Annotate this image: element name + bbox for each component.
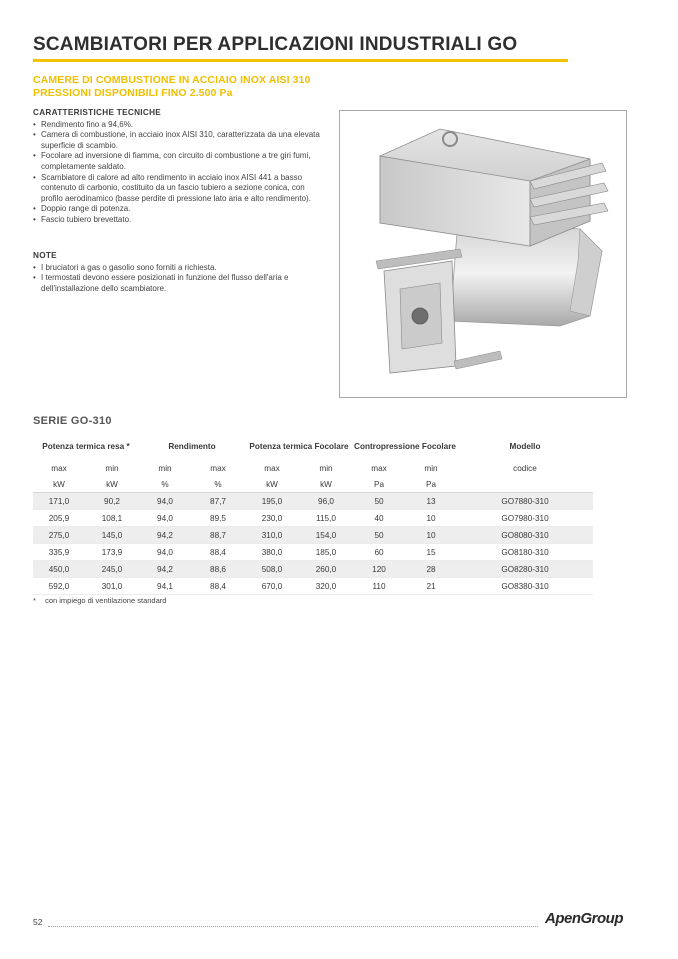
subtitle-line-1: CAMERE DI COMBUSTIONE IN ACCIAIO INOX AISI 310 — [33, 74, 311, 86]
page-title: SCAMBIATORI PER APPLICAZIONI INDUSTRIALI GO — [33, 34, 518, 55]
table-cell: 171,0 — [33, 493, 85, 510]
table-cell: 185,0 — [299, 544, 353, 561]
table-cell: 508,0 — [245, 561, 299, 578]
table-cell: 94,2 — [139, 561, 191, 578]
title-underline — [33, 59, 568, 62]
table-cell: 301,0 — [85, 578, 139, 595]
table-row — [33, 493, 593, 510]
table-cell: 450,0 — [33, 561, 85, 578]
table-cell: 88,6 — [191, 561, 245, 578]
table-cell: 310,0 — [245, 527, 299, 544]
feature-item: • Fascio tubiero brevettato. — [33, 215, 328, 226]
table-cell: 592,0 — [33, 578, 85, 595]
table-cell: 21 — [405, 578, 457, 595]
subtitle-line-2: PRESSIONI DISPONIBILI FINO 2.500 Pa — [33, 87, 233, 99]
sub-header-cell: max — [210, 463, 226, 473]
brand-logo-text: ApenGroup — [545, 910, 623, 927]
table-cell: 90,2 — [85, 493, 139, 510]
feature-item: • Doppio range di potenza. — [33, 204, 328, 215]
table-cell: 94,2 — [139, 527, 191, 544]
unit-cell: Pa — [353, 476, 405, 493]
unit-cell: Pa — [405, 476, 457, 493]
table-cell: 108,1 — [85, 510, 139, 527]
unit-cell: kW — [245, 476, 299, 493]
heat-exchanger-photo — [340, 111, 626, 397]
table-cell: 94,0 — [139, 493, 191, 510]
col-group-potenza-resa: Potenza termica resa * — [42, 442, 130, 451]
sub-header-cell: min — [319, 463, 333, 473]
notes-section — [33, 251, 328, 294]
subtitle — [33, 74, 310, 100]
sub-header-cell: max — [371, 463, 387, 473]
table-cell: 50 — [353, 493, 405, 510]
note-item: • I termostati devono essere posizionati in funzione del flusso dell'aria e dell'installazione dello scambiatore. — [33, 273, 328, 294]
table-cell: 87,7 — [191, 493, 245, 510]
col-group-modello: Modello — [509, 442, 541, 451]
product-photo — [339, 110, 627, 398]
footer-rule — [48, 926, 538, 927]
table-cell: 50 — [353, 527, 405, 544]
table-cell: 380,0 — [245, 544, 299, 561]
table-cell: 205,9 — [33, 510, 85, 527]
col-group-rendimento: Rendimento — [168, 442, 216, 451]
table-cell: GO8180-310 — [457, 544, 593, 561]
sub-header-cell: codice — [513, 463, 537, 473]
table-row — [33, 561, 593, 578]
table-cell: 15 — [405, 544, 457, 561]
notes-heading: NOTE — [33, 251, 57, 260]
footnote-mark: * — [33, 596, 36, 605]
table-cell: 154,0 — [299, 527, 353, 544]
sub-header-cell: max — [264, 463, 280, 473]
sub-header-cell: min — [424, 463, 438, 473]
footnote-text: con impiego di ventilazione standard — [45, 596, 167, 605]
col-group-potenza-focolare: Potenza termica Focolare — [249, 442, 349, 451]
table-cell: 96,0 — [299, 493, 353, 510]
brand-logo — [545, 910, 623, 934]
table-cell: 195,0 — [245, 493, 299, 510]
features-heading: CARATTERISTICHE TECNICHE — [33, 108, 162, 117]
table-group-header — [33, 434, 593, 460]
feature-item: • Scambiatore di calore ad alto rendimento in acciaio inox AISI 441 a basso contenuto di carbonio, costituito da un fascio tubiero a sezione conica, con profilo aerodinamico (basse perdite di pressione lato aria e alto rendimento). — [33, 173, 328, 205]
specs-table — [33, 434, 593, 595]
unit-cell: kW — [85, 476, 139, 493]
table-cell: GO8080-310 — [457, 527, 593, 544]
unit-cell — [457, 476, 593, 493]
unit-cell: kW — [33, 476, 85, 493]
feature-item: • Camera di combustione, in acciaio inox AISI 310, caratterizzata da una elevata superficie di scambio. — [33, 130, 328, 151]
series-title: SERIE GO-310 — [33, 415, 112, 427]
unit-cell: kW — [299, 476, 353, 493]
features-section — [33, 108, 328, 226]
table-row — [33, 578, 593, 595]
unit-cell: % — [139, 476, 191, 493]
table-cell: GO7980-310 — [457, 510, 593, 527]
table-cell: 13 — [405, 493, 457, 510]
table-cell: 145,0 — [85, 527, 139, 544]
table-cell: 88,4 — [191, 544, 245, 561]
feature-item: • Focolare ad inversione di fiamma, con circuito di combustione a tre giri fumi, completamente saldato. — [33, 151, 328, 172]
col-group-contropressione: Contropressione Focolare — [354, 442, 456, 451]
table-cell: 110 — [353, 578, 405, 595]
table-cell: 88,7 — [191, 527, 245, 544]
table-cell: 115,0 — [299, 510, 353, 527]
table-sub-header — [33, 460, 593, 476]
table-cell: 10 — [405, 527, 457, 544]
table-cell: GO8380-310 — [457, 578, 593, 595]
table-cell: 88,4 — [191, 578, 245, 595]
table-cell: 94,0 — [139, 544, 191, 561]
table-cell: 120 — [353, 561, 405, 578]
table-unit-header — [33, 476, 593, 493]
table-cell: 10 — [405, 510, 457, 527]
table-cell: GO7880-310 — [457, 493, 593, 510]
note-item: • I bruciatori a gas o gasolio sono forniti a richiesta. — [33, 263, 328, 274]
table-row — [33, 510, 593, 527]
sub-header-cell: min — [105, 463, 119, 473]
table-cell: GO8280-310 — [457, 561, 593, 578]
table-cell: 245,0 — [85, 561, 139, 578]
notes-list — [33, 263, 328, 295]
table-cell: 670,0 — [245, 578, 299, 595]
unit-cell: % — [191, 476, 245, 493]
table-cell: 94,1 — [139, 578, 191, 595]
table-cell: 40 — [353, 510, 405, 527]
table-row — [33, 544, 593, 561]
table-cell: 260,0 — [299, 561, 353, 578]
table-cell: 335,9 — [33, 544, 85, 561]
sub-header-cell: max — [51, 463, 67, 473]
table-body — [33, 493, 593, 595]
table-cell: 89,5 — [191, 510, 245, 527]
table-footnote — [33, 596, 166, 605]
table-cell: 173,9 — [85, 544, 139, 561]
feature-item: • Rendimento fino a 94,6%. — [33, 120, 328, 131]
table-cell: 230,0 — [245, 510, 299, 527]
features-list — [33, 120, 328, 226]
table-row — [33, 527, 593, 544]
table-cell: 320,0 — [299, 578, 353, 595]
table-cell: 94,0 — [139, 510, 191, 527]
table-cell: 60 — [353, 544, 405, 561]
table-cell: 28 — [405, 561, 457, 578]
table-cell: 275,0 — [33, 527, 85, 544]
page-number: 52 — [33, 917, 43, 927]
sub-header-cell: min — [158, 463, 172, 473]
